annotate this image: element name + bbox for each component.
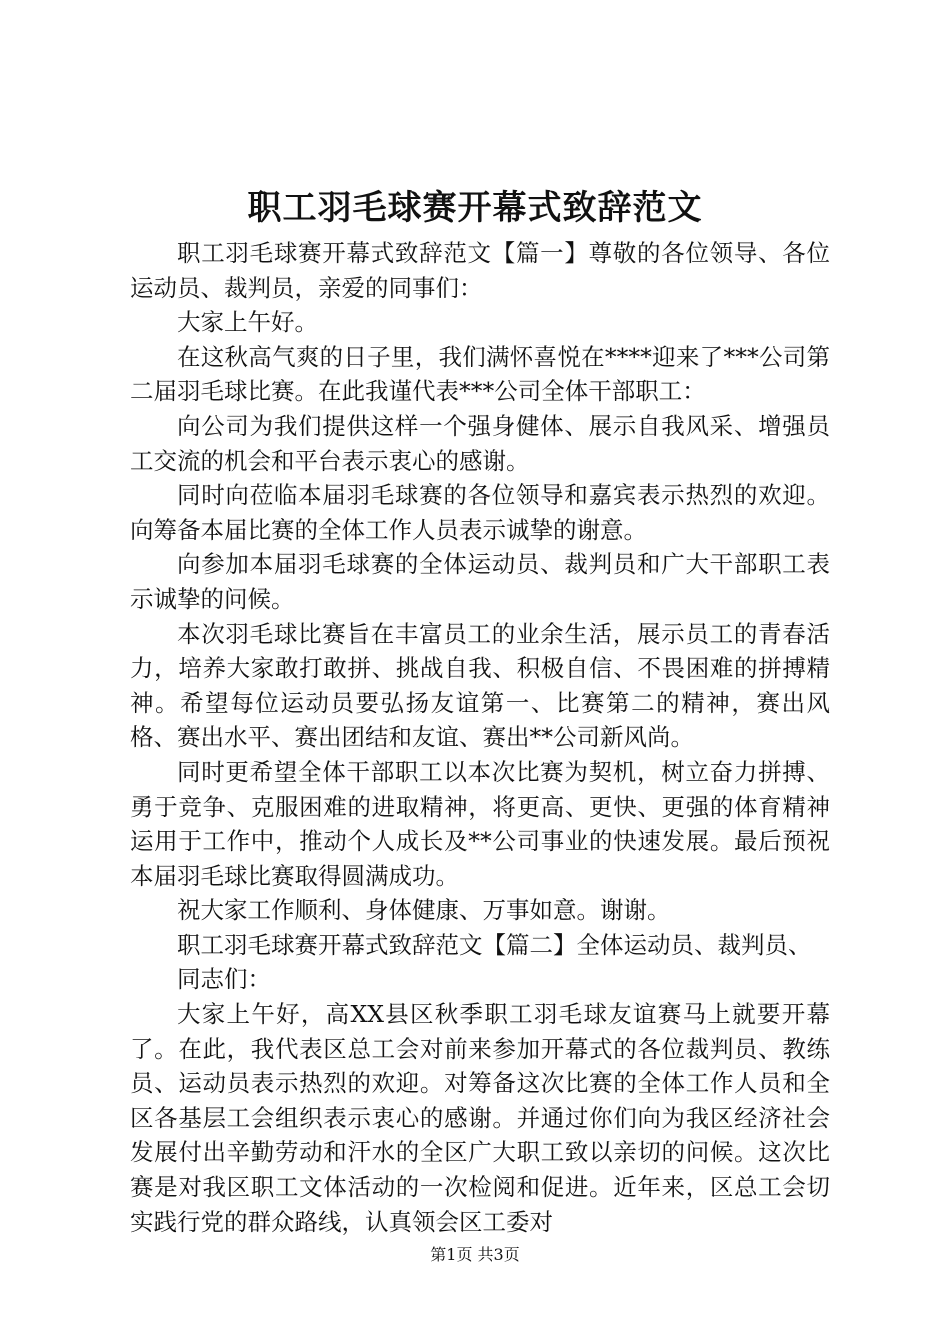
paragraph: 大家上午好。: [177, 308, 318, 337]
paragraph: 同志们：: [177, 965, 271, 994]
paragraph: 本次羽毛球比赛旨在丰富员工的业余生活，展示员工的青春活力，培养大家敢打敢拼、挑战自我、积极自信、不畏困难的拼搏精神。希望每位运动员要弘扬友谊第一、比赛第二的精神，赛出风格、赛出水平、赛出团结和友谊、赛出**公司新风尚。: [130, 619, 830, 752]
paragraph: 向参加本届羽毛球赛的全体运动员、裁判员和广大干部职工表示诚挚的问候。: [130, 550, 830, 613]
paragraph: 同时更希望全体干部职工以本次比赛为契机，树立奋力拼搏、勇于竞争、克服困难的进取精神，将更高、更快、更强的体育精神运用于工作中，推动个人成长及**公司事业的快速发展。最后预祝本届羽毛球比赛取得圆满成功。: [130, 757, 830, 890]
paragraph: 大家上午好，高XX县区秋季职工羽毛球友谊赛马上就要开幕了。在此，我代表区总工会对前来参加开幕式的各位裁判员、教练员、运动员表示热烈的欢迎。对筹备这次比赛的全体工作人员和全区各基层工会组织表示衷心的感谢。并通过你们向为我区经济社会发展付出辛勤劳动和汗水的全区广大职工致以亲切的问候。这次比赛是对我区职工文体活动的一次检阅和促进。近年来，区总工会切实践行党的群众路线，认真领会区工委对: [130, 1000, 830, 1236]
document-body: [130, 236, 830, 1239]
paragraph: 向公司为我们提供这样一个强身健体、展示自我风采、增强员工交流的机会和平台表示衷心的感谢。: [130, 411, 830, 475]
document-title: 职工羽毛球赛开幕式致辞范文: [247, 188, 703, 228]
paragraph: 职工羽毛球赛开幕式致辞范文【篇二】全体运动员、裁判员、: [177, 930, 812, 959]
paragraph: 同时向莅临本届羽毛球赛的各位领导和嘉宾表示热烈的欢迎。向筹备本届比赛的全体工作人员表示诚挚的谢意。: [130, 481, 830, 544]
paragraph: 祝大家工作顺利、身体健康、万事如意。谢谢。: [177, 896, 671, 925]
page-footer: 第1页 共3页: [430, 1245, 520, 1264]
paragraph: 职工羽毛球赛开幕式致辞范文【篇一】尊敬的各位领导、各位运动员、裁判员，亲爱的同事们：: [130, 239, 830, 302]
paragraph: 在这秋高气爽的日子里，我们满怀喜悦在****迎来了***公司第二届羽毛球比赛。在此我谨代表***公司全体干部职工：: [130, 342, 830, 406]
